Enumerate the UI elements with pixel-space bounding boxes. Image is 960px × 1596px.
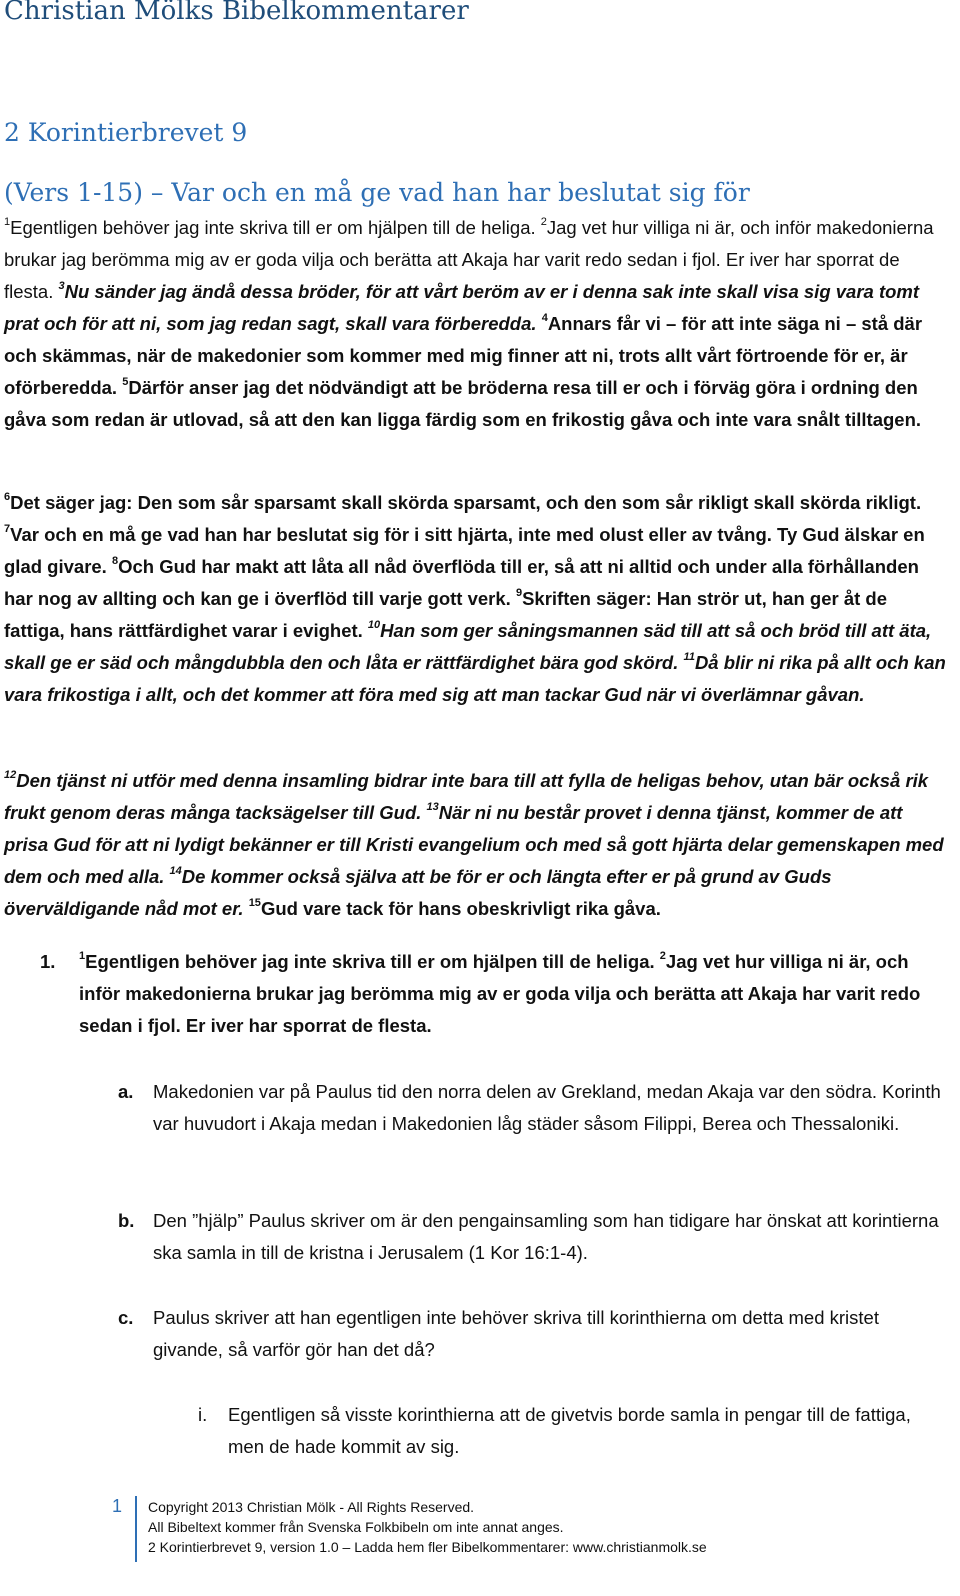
commentary-subitem-i xyxy=(198,1399,948,1463)
verse-number: 12 xyxy=(4,768,17,781)
verse-number: 2 xyxy=(659,949,666,962)
page-footer xyxy=(112,1496,952,1566)
list-item-text: Paulus skriver att han egentligen inte behöver skriva till korinthierna om detta med kristet givande, så varför gör han det då? xyxy=(153,1307,879,1360)
verse-number: 6 xyxy=(4,490,11,503)
commentary-item-1 xyxy=(40,946,945,1042)
bible-paragraph-1 xyxy=(4,212,948,436)
list-number: 1. xyxy=(40,951,56,972)
verse-text: Han som ger såningsmannen säd till att så och bröd till att äta, skall ge er säd och mångdubbla den och låta er rättfärdighet bära god skörd. xyxy=(4,620,932,673)
verse-text: De kommer också själva att be för er och längta efter er på grund av Guds överväldigande nåd mot er. xyxy=(4,866,832,919)
verse-text: Egentligen behöver jag inte skriva till er om hjälpen till de heliga. xyxy=(85,951,655,972)
verse-text: Därför anser jag det nödvändigt att be bröderna resa till er och i förväg göra i ordning den gåva som redan är utlovad, så att den kan ligga färdig som en frikostig gåva och inte vara snålt tilltagen. xyxy=(4,377,922,430)
list-item-text: Den ”hjälp” Paulus skriver om är den pengainsamling som han tidigare har önskat att korintierna ska samla in till de kristna i Jerusalem (1 Kor 16:1-4). xyxy=(153,1210,939,1263)
verse-number: 11 xyxy=(683,650,695,663)
footer-text xyxy=(148,1497,707,1557)
commentary-subitem-a xyxy=(118,1076,948,1140)
verse-number: 15 xyxy=(248,896,261,909)
copyright-line: Copyright 2013 Christian Mölk - All Rights Reserved. xyxy=(148,1499,475,1515)
verse-number: 10 xyxy=(367,618,381,631)
verse-text: Nu sänder jag ändå dessa bröder, för att vårt beröm av er i denna sak inte skall visa sig vara tomt prat och för att ni, som jag redan sagt, skall vara förberedda. xyxy=(4,281,920,334)
verse-number: 5 xyxy=(122,375,129,388)
verse-number: 1 xyxy=(79,949,86,962)
list-item-text: Makedonien var på Paulus tid den norra delen av Grekland, medan Akaja var den södra. Korinth var huvudort i Akaja medan i Makedonien låg städer såsom Filippi, Berea och Thessaloniki. xyxy=(153,1081,941,1134)
verse-number: 13 xyxy=(426,800,439,813)
verse-number: 3 xyxy=(58,279,65,292)
source-line: All Bibeltext kommer från Svenska Folkbibeln om inte annat anges. xyxy=(148,1519,564,1535)
commentary-subitem-b xyxy=(118,1205,948,1269)
verse-text: Jag vet hur villiga ni är, och inför makedonierna brukar jag berömma mig av er goda vilja och berätta att Akaja har varit redo sedan i fjol. Er iver har sporrat de flesta. xyxy=(79,951,921,1036)
verse-number: 4 xyxy=(541,311,548,324)
verse-number: 7 xyxy=(4,522,11,535)
list-label: c. xyxy=(118,1307,134,1328)
chapter-title: 2 Korintierbrevet 9 xyxy=(4,118,248,147)
verse-text: När ni nu består provet i denna tjänst, kommer de att prisa Gud för att ni lydigt bekänner er till Kristi evangelium och med så gott hjärta delar gemenskapen med dem och med alla. xyxy=(4,802,944,887)
footer-divider xyxy=(135,1496,137,1562)
verse-number: 2 xyxy=(540,215,547,228)
verse-text: Jag vet hur villiga ni är, och inför makedonierna brukar jag berömma mig av er goda vilja och berätta att Akaja har varit redo sedan i fjol. Er iver har sporrat de flesta. xyxy=(4,217,934,302)
bible-paragraph-2 xyxy=(4,487,948,711)
verse-text: Den tjänst ni utför med denna insamling bidrar inte bara till att fylla de heligas behov, utan bär också rik frukt genom deras många tacksägelser till Gud. xyxy=(4,770,929,823)
list-label: b. xyxy=(118,1210,135,1231)
list-item-text: Egentligen så visste korinthierna att de givetvis borde samla in pengar till de fattiga, men de hade kommit av sig. xyxy=(228,1404,911,1457)
verse-text: Skriften säger: Han strör ut, han ger åt de fattiga, hans rättfärdighet varar i evighet. xyxy=(4,588,888,641)
verse-number: 14 xyxy=(169,864,182,877)
list-label: a. xyxy=(118,1081,134,1102)
list-item-text xyxy=(79,946,945,1042)
commentary-subitem-c xyxy=(118,1302,948,1366)
verse-text: Annars får vi – för att inte säga ni – stå där och skämmas, när de makedonier som kommer med mig finner att ni, trots allt vårt förtroende för er, är oförberedda. xyxy=(4,313,923,398)
verse-text: Det säger jag: Den som sår sparsamt skall skörda sparsamt, och den som sår rikligt skall skörda rikligt. xyxy=(10,492,922,513)
verse-text: Gud vare tack för hans obeskrivligt rika gåva. xyxy=(260,898,661,919)
version-line: 2 Korintierbrevet 9, version 1.0 – Ladda hem fler Bibelkommentarer: www.christianmolk.se xyxy=(148,1539,707,1555)
section-title: (Vers 1-15) – Var och en må ge vad han har beslutat sig för xyxy=(4,178,750,207)
list-label: i. xyxy=(198,1404,208,1425)
page-number: 1 xyxy=(112,1496,123,1516)
verse-text: Egentligen behöver jag inte skriva till er om hjälpen till de heliga. xyxy=(10,217,536,238)
verse-text: Och Gud har makt att låta all nåd överflöda till er, så att ni alltid och under alla förhållanden har nog av allting och kan ge i överflöd till varje gott verk. xyxy=(4,556,919,609)
site-title: Christian Mölks Bibelkommentarer xyxy=(4,0,469,26)
bible-paragraph-3 xyxy=(4,765,948,925)
verse-number: 8 xyxy=(111,554,119,567)
verse-number: 9 xyxy=(515,586,523,599)
verse-text: Var och en må ge vad han har beslutat sig för i sitt hjärta, inte med olust eller av tvång. Ty Gud älskar en glad givare. xyxy=(4,524,925,577)
verse-text: Då blir ni rika på allt och kan vara frikostiga i allt, och det kommer att föra med sig att man tackar Gud när vi överlämnar gåvan. xyxy=(4,652,946,705)
verse-number: 1 xyxy=(4,215,11,228)
